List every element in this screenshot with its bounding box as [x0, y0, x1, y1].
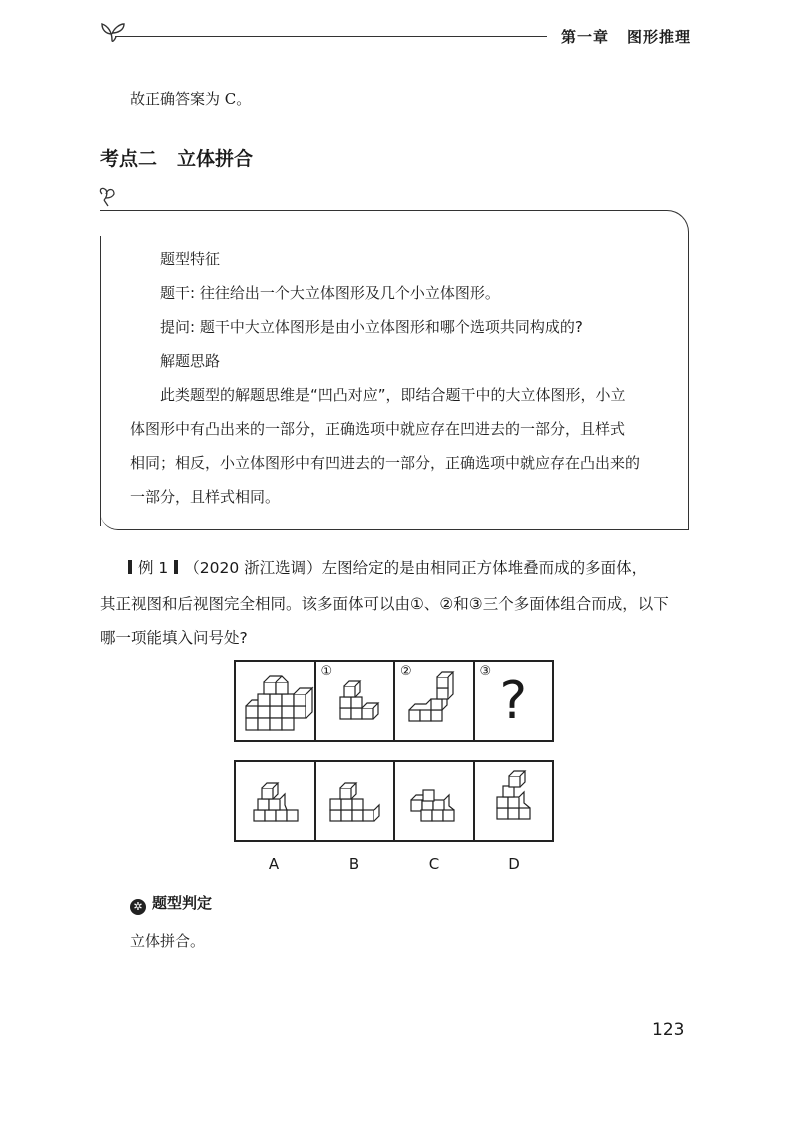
option-label-b: B [348, 855, 360, 873]
judgement-text: 立体拼合。 [130, 932, 206, 950]
chapter-label: 第一章 [561, 28, 610, 46]
chapter-title: 图形推理 [627, 28, 692, 46]
given-polyhedron-icon [238, 662, 316, 740]
options-figure-row [234, 760, 554, 842]
question-figure-given [236, 662, 316, 740]
section-label: 考点二 [100, 148, 158, 170]
example-tag: 例 1 [138, 559, 169, 577]
question-figure-1 [316, 662, 396, 740]
question-figure-2 [395, 662, 475, 740]
feature-box-content [130, 242, 670, 514]
page-number: 123 [652, 1020, 685, 1040]
feature-question: 提问: 题干中大立体图形是由小立体图形和哪个选项共同构成的? [160, 318, 583, 336]
header-rule [115, 36, 547, 37]
example-text: （2020 浙江选调）左图给定的是由相同正方体堆叠而成的多面体， [184, 559, 648, 577]
section-title [100, 144, 253, 171]
piece-2-icon [395, 662, 473, 740]
piece-1-icon [316, 662, 394, 740]
option-label-c: C [428, 855, 440, 873]
option-b-figure [316, 762, 396, 840]
judgement-heading [130, 892, 212, 915]
feature-heading: 题型特征 [160, 250, 221, 268]
feature-stem: 题干: 往往给出一个大立体图形及几个小立体图形。 [160, 284, 500, 302]
question-figure-3 [475, 662, 553, 740]
option-c-figure [395, 762, 475, 840]
approach-heading: 解题思路 [160, 352, 221, 370]
figure-number: ③ [479, 664, 492, 679]
judgement-heading-text: 题型判定 [152, 894, 213, 912]
figure-number: ① [320, 664, 333, 679]
option-label-d: D [508, 855, 520, 873]
option-a-polyhedron-icon [236, 762, 314, 840]
feature-box-left-border [100, 236, 101, 526]
option-b-polyhedron-icon [316, 762, 394, 840]
option-a-figure [236, 762, 316, 840]
example-line [122, 556, 647, 578]
example-line: 其正视图和后视图完全相同。该多面体可以由①、②和③三个多面体组合而成，以下 [100, 595, 669, 613]
approach-line: 相同；相反，小立体图形中有凹进去的一部分，正确选项中就应存在凸出来的 [130, 454, 641, 472]
option-label-a: A [268, 855, 280, 873]
sprout-ornament-icon [98, 14, 128, 48]
example-bar-icon [174, 560, 178, 574]
answer-line: 故正确答案为 C。 [130, 90, 252, 108]
option-d-figure [475, 762, 553, 840]
gear-bullet-icon: ✲ [130, 899, 146, 915]
question-mark: ? [499, 671, 528, 731]
running-header [561, 26, 691, 47]
example-line: 哪一项能填入问号处? [100, 629, 248, 647]
option-c-polyhedron-icon [395, 762, 473, 840]
approach-line: 一部分，且样式相同。 [130, 488, 281, 506]
approach-line: 此类题型的解题思维是“凹凸对应”，即结合题干中的大立体图形，小立 [160, 386, 626, 404]
example-bar-icon [128, 560, 132, 574]
section-name: 立体拼合 [177, 148, 254, 170]
approach-line: 体图形中有凸出来的一部分，正确选项中就应存在凹进去的一部分，且样式 [130, 420, 626, 438]
option-d-polyhedron-icon [475, 762, 553, 840]
question-figure-row [234, 660, 554, 742]
figure-number: ② [400, 664, 412, 679]
